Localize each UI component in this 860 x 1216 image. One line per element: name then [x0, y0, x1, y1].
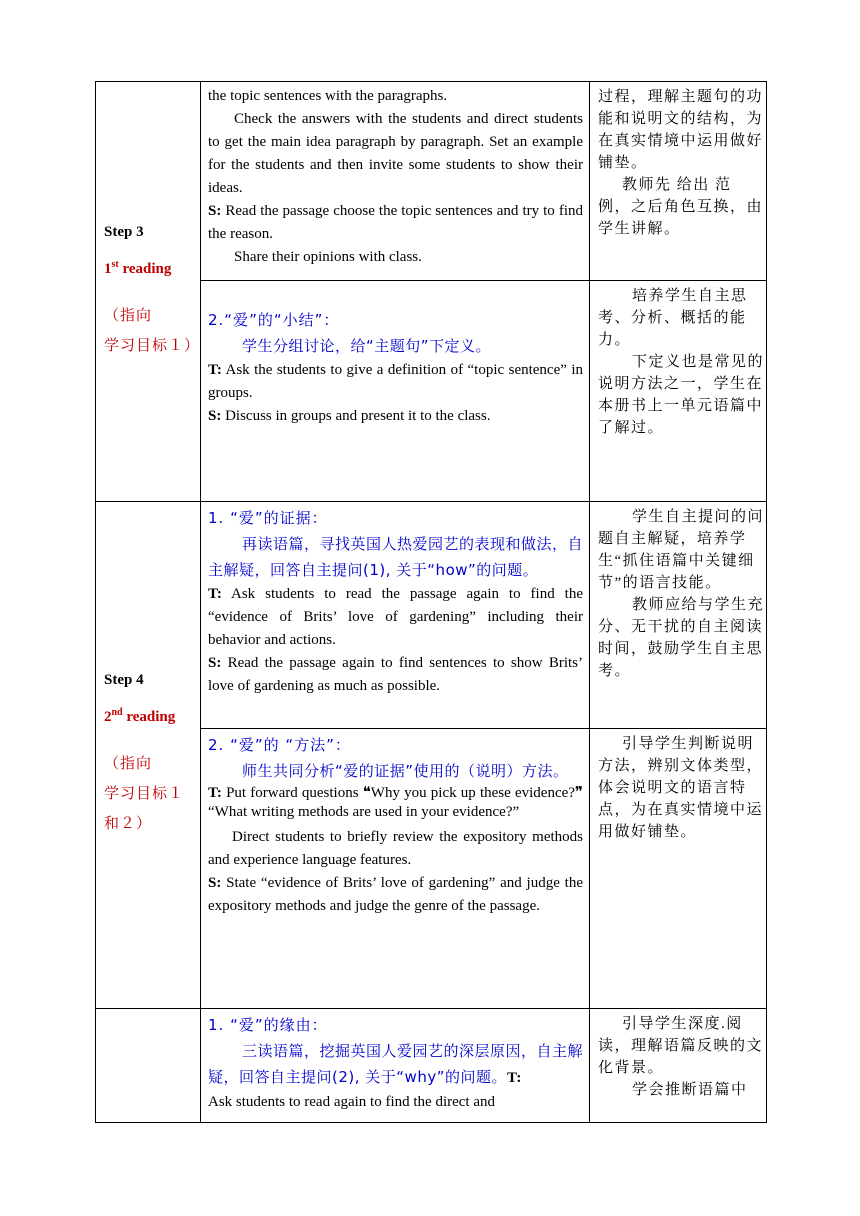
- student-activity: S: Read the passage again to find sentences to show Brits’ love of gardening as much as possible.: [208, 655, 583, 694]
- purpose-cell: [590, 502, 767, 729]
- activity-cell: [201, 1009, 590, 1123]
- step-3-cell: [96, 82, 201, 502]
- activity-cell: [201, 729, 590, 1009]
- table-row: [96, 82, 767, 281]
- activity-text: the topic sentences with the paragraphs.: [208, 88, 448, 104]
- purpose-cell: [590, 1009, 767, 1123]
- activity-text: Check the answers with the students and direct students to get the main idea paragraph by paragraph. Set an example for the students and then invite some students to show their ideas.: [208, 111, 583, 196]
- purpose-text: 下定义也是常见的说明方法之一，学生在本册书上一单元语篇中了解过。: [598, 354, 765, 436]
- purpose-cell: [590, 281, 767, 502]
- activity-cell: [201, 82, 590, 281]
- table-row: [96, 502, 767, 729]
- purpose-text: 引导学生深度.阅读，理解语篇反映的文化背景。: [598, 1016, 764, 1076]
- teacher-activity: T: Put forward questions ❝Why you pick up these evidence?❞ “What writing methods are used in your evidence?”: [208, 785, 583, 820]
- section-subheading: 师生共同分析“爱的证据”使用的（说明）方法。: [242, 762, 569, 780]
- teacher-activity: T: Ask the students to give a definition of “topic sentence” in groups.: [208, 362, 583, 401]
- purpose-text: 学会推断语篇中: [632, 1082, 748, 1098]
- activity-text: Share their opinions with class.: [234, 249, 422, 265]
- section-subheading: 再读语篇，寻找英国人热爱园艺的表现和做法，自主解疑，回答自主提问(1), 关于“how”的问题。: [208, 535, 584, 579]
- purpose-text: 教师应给与学生充分、无干扰的自主阅读时间，鼓励学生自主思考。: [598, 597, 765, 679]
- reading-label: 2nd reading: [104, 707, 176, 725]
- student-activity: S: Discuss in groups and present it to the class.: [208, 408, 491, 424]
- section-heading: 2. “爱”的 “方法”：: [208, 736, 351, 754]
- section-subheading: 学生分组讨论，给“主题句”下定义。: [242, 337, 492, 355]
- step-title: Step 4: [104, 672, 144, 688]
- step-5-cell: [96, 1009, 201, 1123]
- activity-cell: [201, 281, 590, 502]
- teacher-activity: Ask students to read again to find the direct and: [208, 1094, 496, 1110]
- purpose-text: 教师先 给出 范例，之后角色互换，由学生讲解。: [598, 177, 764, 237]
- teacher-activity: T: Ask students to read the passage again to find the “evidence of Brits’ love of gardening” including their behavior and actions.: [208, 586, 583, 648]
- activity-cell: [201, 502, 590, 729]
- purpose-text: 过程，理解主题句的功能和说明文的结构，为在真实情境中运用做好铺垫。: [598, 89, 764, 171]
- reading-label: 1st reading: [104, 258, 172, 277]
- section-heading: 1. “爱”的证据：: [208, 509, 328, 527]
- section-heading: 1. “爱”的缘由：: [208, 1016, 328, 1034]
- activity-text: Direct students to briefly review the expository methods and experience language features.: [208, 829, 583, 868]
- table-row: [96, 1009, 767, 1123]
- student-activity: S: Read the passage choose the topic sentences and try to find the reason.: [208, 203, 583, 242]
- lesson-plan-table: [95, 81, 767, 1123]
- step-title: Step 3: [104, 223, 144, 240]
- purpose-text: 培养学生自主思考、分析、概括的能力。: [598, 288, 748, 348]
- purpose-cell: [590, 82, 767, 281]
- step-4-cell: [96, 502, 201, 1009]
- learning-target: （指向 学习目标１）: [104, 305, 201, 354]
- section-subheading: 三读语篇，挖掘英国人爱园艺的深层原因，自主解疑，回答自主提问(2), 关于“why”的问题。T:: [208, 1042, 584, 1086]
- student-activity: S: State “evidence of Brits’ love of gardening” and judge the expository methods and judge the genre of the passage.: [208, 875, 583, 914]
- purpose-text: 学生自主提问的问题自主解疑，培养学生“抓住语篇中关键细节”的语言技能。: [598, 509, 765, 591]
- purpose-text: 引导学生判断说明方法，辨别文体类型，体会说明文的语言特点，为在真实情境中运用做好铺垫。: [598, 736, 764, 840]
- section-heading: 2.“爱”的“小结”：: [208, 311, 340, 329]
- learning-target: （指向 学习目标１ 和２）: [104, 754, 185, 832]
- purpose-cell: [590, 729, 767, 1009]
